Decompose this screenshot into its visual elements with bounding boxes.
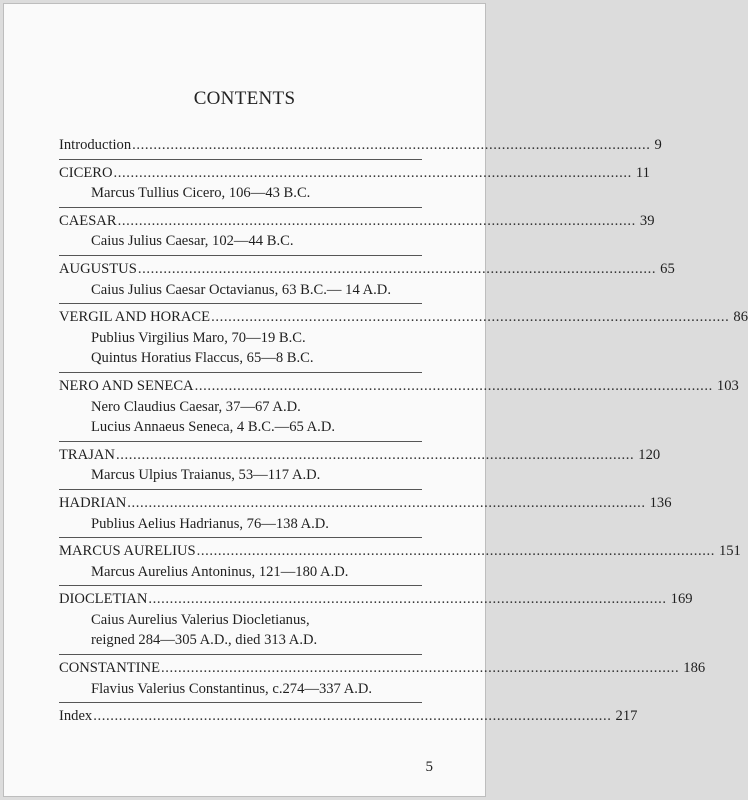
entry-page-number: 11	[635, 164, 650, 181]
toc-entry-line	[59, 135, 662, 156]
entry-subtitle: Quintus Horatius Flaccus, 65—8 B.C.	[91, 350, 314, 367]
toc-entry-line	[59, 445, 661, 466]
entry-subtitle: reigned 284—305 A.D., died 313 A.D.	[91, 632, 318, 649]
entry-page-number: 86	[733, 309, 748, 326]
entry-page-number: 136	[649, 494, 672, 511]
toc-entry-line	[59, 589, 693, 610]
dot-leader: ..........................................................................................................................	[127, 494, 646, 511]
toc-entry-line	[59, 376, 739, 397]
toc-entry	[59, 135, 662, 156]
entry-title: NERO AND SENECA	[59, 377, 194, 394]
entry-page-number: 151	[718, 543, 741, 560]
page-title: CONTENTS	[193, 88, 296, 109]
dot-leader: ..........................................................................................................................	[160, 660, 680, 677]
toc-entry	[59, 706, 638, 727]
toc-entry-line	[59, 658, 706, 679]
toc-entry-line	[59, 211, 655, 232]
entry-page-number: 169	[670, 591, 693, 608]
entry-subtitle: Caius Aurelius Valerius Diocletianus,	[91, 611, 310, 628]
entry-page-number: 186	[683, 660, 706, 677]
entry-divider	[59, 585, 422, 586]
entry-page-number: 103	[716, 377, 739, 394]
entry-title: VERGIL AND HORACE	[59, 309, 211, 326]
entry-title: HADRIAN	[59, 494, 127, 511]
entry-subtitle: Lucius Annaeus Seneca, 4 B.C.—65 A.D.	[91, 419, 336, 436]
entry-title: Index	[59, 708, 93, 725]
entry-title: Introduction	[59, 137, 132, 153]
entry-subtitle: Flavius Valerius Constantinus, c.274—337 A.D.	[91, 680, 373, 697]
entry-divider	[59, 207, 422, 208]
toc-entry-line	[59, 259, 675, 280]
toc-entry	[59, 259, 675, 300]
entry-subtitle: Marcus Tullius Cicero, 106—43 B.C.	[91, 185, 311, 202]
toc-entry-line	[59, 706, 638, 727]
entry-subtitle: Publius Aelius Hadrianus, 76—138 A.D.	[91, 515, 329, 532]
entry-divider	[59, 372, 422, 373]
dot-leader: ..........................................................................................................................	[211, 309, 730, 326]
toc-entry	[59, 589, 693, 651]
entry-divider	[59, 441, 422, 442]
toc-entry	[59, 163, 650, 204]
entry-page-number: 217	[615, 708, 638, 725]
toc-entry-line	[59, 541, 741, 562]
dot-leader: ..........................................................................................................................	[117, 212, 636, 229]
entry-subtitle: Marcus Aurelius Antoninus, 121—180 A.D.	[91, 563, 349, 580]
entry-title: CONSTANTINE	[59, 660, 160, 677]
toc-entry-line	[59, 307, 748, 328]
entry-title: TRAJAN	[59, 446, 115, 463]
toc-entry	[59, 211, 655, 252]
toc-entry	[59, 658, 706, 699]
toc-entry	[59, 541, 741, 582]
toc-entry-line	[59, 163, 650, 184]
dot-leader: ..........................................................................................................................	[148, 591, 667, 608]
entry-divider	[59, 159, 422, 160]
toc-entry	[59, 493, 672, 534]
entry-page-number: 120	[638, 446, 661, 463]
dot-leader: ..........................................................................................................................	[196, 543, 715, 560]
entry-divider	[59, 702, 422, 703]
page-number: 5	[425, 759, 433, 775]
entry-title: CICERO	[59, 164, 113, 181]
toc-entry	[59, 376, 739, 438]
book-page	[3, 3, 748, 797]
dot-leader: ..........................................................................................................................	[194, 377, 713, 394]
entry-page-number: 39	[639, 212, 655, 229]
entry-divider	[59, 489, 422, 490]
dot-leader: ..........................................................................................................................	[113, 164, 632, 181]
entry-subtitle: Marcus Ulpius Traianus, 53—117 A.D.	[91, 467, 321, 484]
entry-title: DIOCLETIAN	[59, 591, 148, 608]
dot-leader: ..........................................................................................................................	[137, 260, 657, 277]
entry-divider	[59, 303, 422, 304]
entry-subtitle: Caius Julius Caesar Octavianus, 63 B.C.— 14 A.D.	[91, 281, 391, 298]
entry-subtitle: Caius Julius Caesar, 102—44 B.C.	[91, 233, 294, 250]
dot-leader: ..........................................................................................................................	[132, 137, 651, 153]
entry-page-number: 65	[660, 260, 675, 277]
entry-divider	[59, 537, 422, 538]
toc-entry-line	[59, 493, 672, 514]
entry-subtitle: Publius Virgilius Maro, 70—19 B.C.	[91, 329, 306, 346]
entry-title: CAESAR	[59, 212, 117, 229]
entry-divider	[59, 654, 422, 655]
toc-entry	[59, 307, 748, 369]
dot-leader: ..........................................................................................................................	[93, 708, 612, 725]
dot-leader: ..........................................................................................................................	[115, 446, 635, 463]
table-of-contents	[59, 135, 748, 727]
entry-page-number: 9	[654, 137, 662, 153]
entry-subtitle: Nero Claudius Caesar, 37—67 A.D.	[91, 398, 301, 415]
entry-divider	[59, 255, 422, 256]
entry-title: MARCUS AURELIUS	[59, 543, 196, 560]
toc-entry	[59, 445, 661, 486]
entry-title: AUGUSTUS	[59, 260, 137, 277]
